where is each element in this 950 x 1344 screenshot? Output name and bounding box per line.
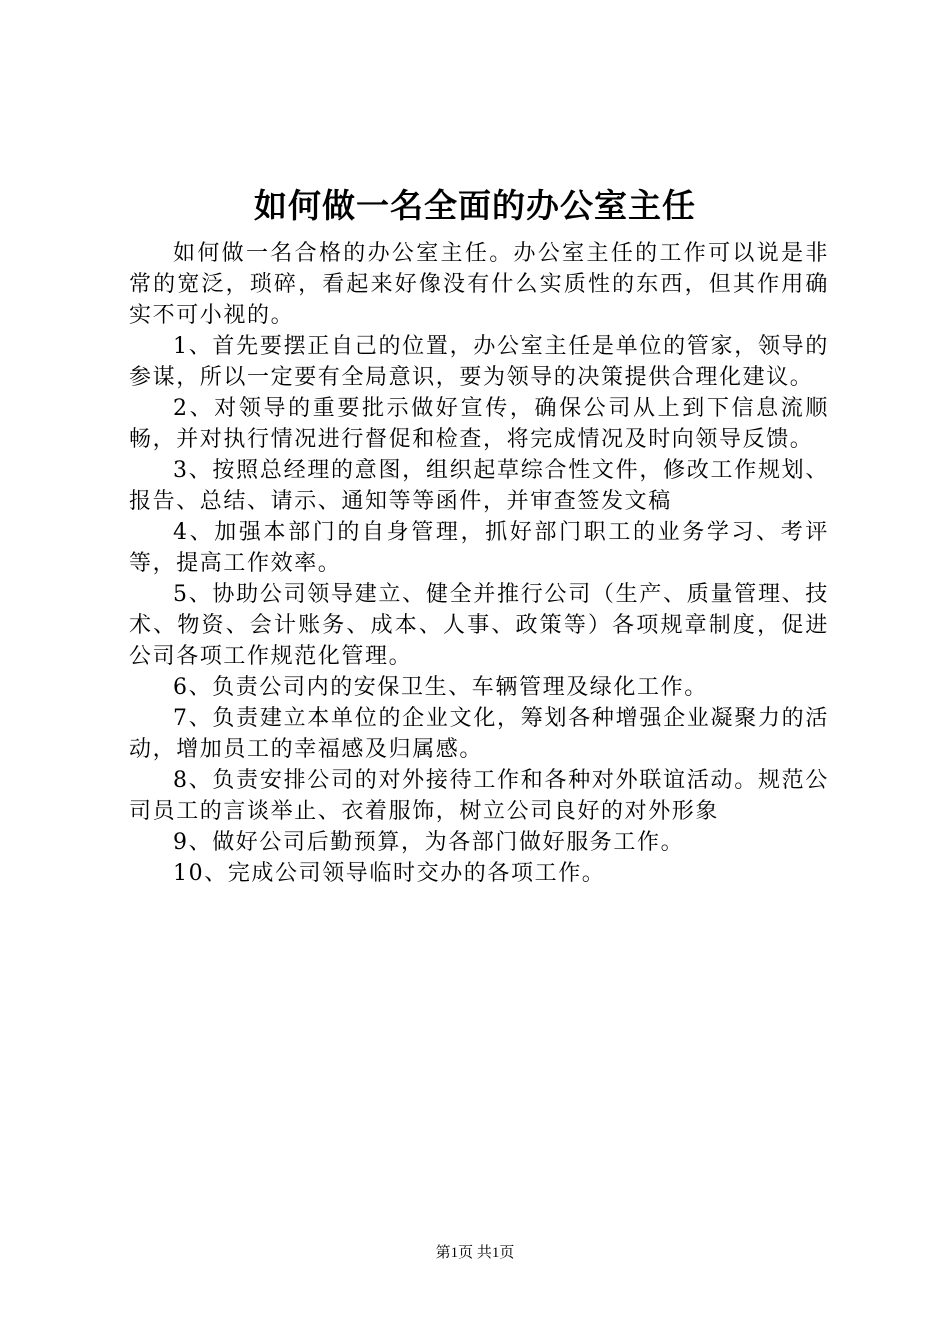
- list-item: 1、首先要摆正自己的位置，办公室主任是单位的管家，领导的参谋，所以一定要有全局意识，要为领导的决策提供合理化建议。: [129, 334, 829, 390]
- list-item: 10、完成公司领导临时交办的各项工作。: [173, 861, 606, 886]
- intro-paragraph: 如何做一名合格的办公室主任。办公室主任的工作可以说是非常的宽泛，琐碎，看起来好像没有什么实质性的东西，但其作用确实不可小视的。: [129, 241, 829, 328]
- document-body: [129, 238, 829, 889]
- list-item: 2、对领导的重要批示做好宣传，确保公司从上到下信息流顺畅，并对执行情况进行督促和检查，将完成情况及时向领导反馈。: [129, 396, 829, 452]
- list-item: 6、负责公司内的安保卫生、车辆管理及绿化工作。: [173, 675, 708, 700]
- page-footer: 第1页 共1页: [435, 1245, 515, 1261]
- list-item: 8、负责安排公司的对外接待工作和各种对外联谊活动。规范公司员工的言谈举止、衣着服饰，树立公司良好的对外形象: [129, 768, 829, 824]
- list-item: 7、负责建立本单位的企业文化，筹划各种增强企业凝聚力的活动，增加员工的幸福感及归属感。: [129, 706, 829, 762]
- list-item: 3、按照总经理的意图，组织起草综合性文件，修改工作规划、报告、总结、请示、通知等等函件，并审查签发文稿: [129, 458, 829, 514]
- list-item: 9、做好公司后勤预算，为各部门做好服务工作。: [173, 830, 685, 855]
- list-item: 4、加强本部门的自身管理，抓好部门职工的业务学习、考评等，提高工作效率。: [129, 520, 829, 576]
- list-item: 5、协助公司领导建立、健全并推行公司（生产、质量管理、技术、物资、会计账务、成本、人事、政策等）各项规章制度，促进公司各项工作规范化管理。: [129, 582, 829, 669]
- document-title: 如何做一名全面的办公室主任: [254, 186, 696, 225]
